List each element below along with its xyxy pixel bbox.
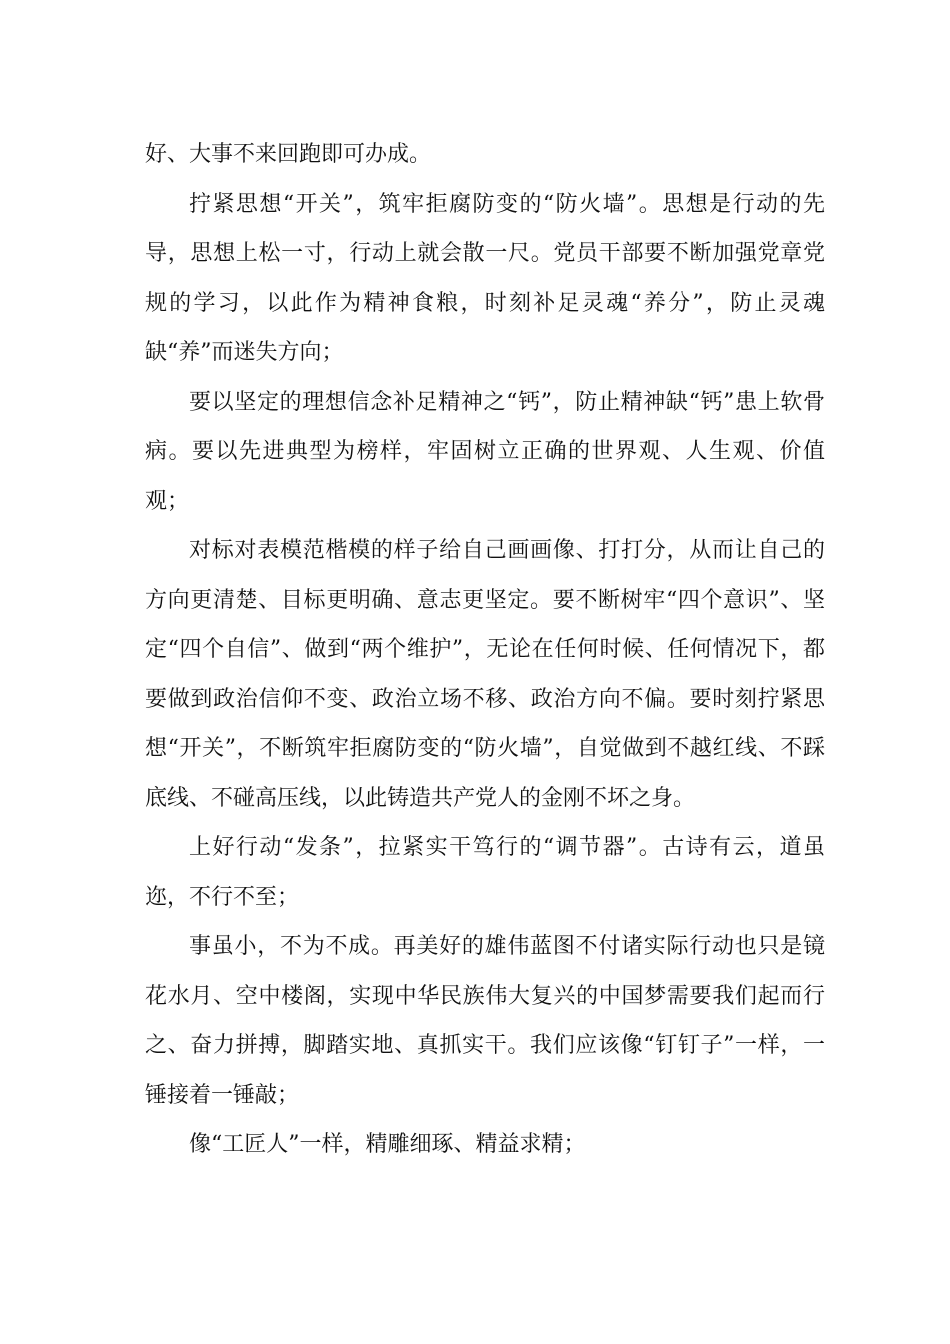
document-body (145, 130, 825, 1170)
paragraph: 对标对表模范楷模的样子给自己画画像、打打分，从而让自己的方向更清楚、目标更明确、意志更坚定。要不断树牢“四个意识”、坚定“四个自信”、做到“两个维护”，无论在任何时候、任何情况下，都要做到政治信仰不变、政治立场不移、政治方向不偏。要时刻拧紧思想“开关”，不断筑牢拒腐防变的“防火墙”，自觉做到不越红线、不踩底线、不碰高压线，以此铸造共产党人的金刚不坏之身。 (145, 538, 825, 811)
paragraph: 要以坚定的理想信念补足精神之“钙”，防止精神缺“钙”患上软骨病。要以先进典型为榜样，牢固树立正确的世界观、人生观、价值观； (145, 389, 825, 514)
paragraph: 上好行动“发条”，拉紧实干笃行的“调节器”。古诗有云，道虽迩，不行不至； (145, 835, 825, 910)
paragraph-continued: 好、大事不来回跑即可办成。 (145, 142, 432, 167)
paragraph: 像“工匠人”一样，精雕细琢、精益求精； (189, 1132, 586, 1157)
paragraph: 拧紧思想“开关”，筑牢拒腐防变的“防火墙”。思想是行动的先导，思想上松一寸，行动上就会散一尺。党员干部要不断加强党章党规的学习，以此作为精神食粮，时刻补足灵魂“养分”，防止灵魂缺“养”而迷失方向； (145, 191, 825, 365)
paragraph: 事虽小，不为不成。再美好的雄伟蓝图不付诸实际行动也只是镜花水月、空中楼阁，实现中华民族伟大复兴的中国梦需要我们起而行之、奋力拼搏，脚踏实地、真抓实干。我们应该像“钉钉子”一样，一锤接着一锤敲； (145, 934, 825, 1108)
